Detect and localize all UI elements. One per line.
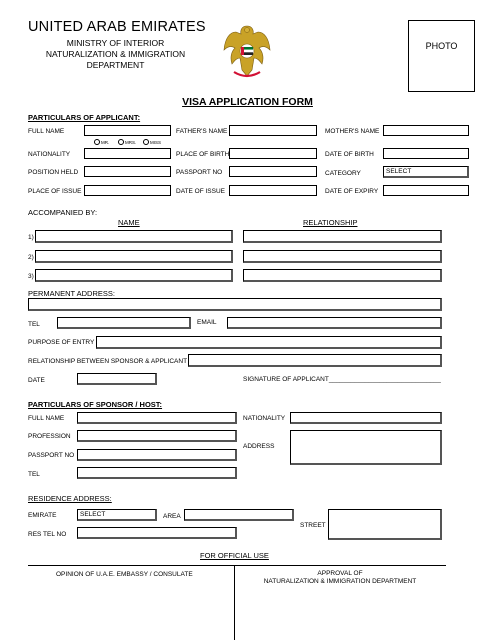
- accompanied-name-1[interactable]: [35, 230, 233, 243]
- accompanied-name-2[interactable]: [35, 250, 233, 263]
- title-option-miss: MISS: [150, 140, 162, 145]
- date-of-issue-label: DATE OF ISSUE: [176, 188, 225, 195]
- tel-label: TEL: [28, 321, 40, 328]
- title-radio-mrs[interactable]: [118, 139, 124, 145]
- title-option-mrs: MRS.: [125, 140, 137, 145]
- sponsor-address-label: ADDRESS: [243, 443, 275, 450]
- sponsor-profession-label: PROFESSION: [28, 433, 71, 440]
- nationality-input[interactable]: [84, 148, 171, 159]
- residence-address-title: RESIDENCE ADDRESS:: [28, 494, 112, 503]
- uae-emblem-icon: [222, 20, 272, 80]
- date-input[interactable]: [77, 373, 157, 385]
- sponsor-tel-input[interactable]: [77, 467, 237, 479]
- accompanied-relationship-1[interactable]: [243, 230, 442, 243]
- area-input[interactable]: [184, 509, 294, 521]
- country-title: UNITED ARAB EMIRATES: [28, 19, 206, 35]
- date-label: DATE: [28, 377, 45, 384]
- sponsor-profession-input[interactable]: [77, 430, 237, 442]
- position-held-label: POSITION HELD: [28, 169, 79, 176]
- title-radio-miss[interactable]: [143, 139, 149, 145]
- area-label: AREA: [163, 513, 181, 520]
- tel-input[interactable]: [57, 317, 191, 329]
- sponsor-passport-no-input[interactable]: [77, 449, 237, 461]
- official-use-title: FOR OFFICIAL USE: [200, 551, 269, 560]
- full-name-label: FULL NAME: [28, 128, 65, 135]
- passport-no-input[interactable]: [229, 166, 317, 177]
- fathers-name-label: FATHER'S NAME: [176, 128, 228, 135]
- department-line-1: NATURALIZATION & IMMIGRATION: [45, 49, 186, 59]
- emirate-label: EMIRATE: [28, 512, 57, 519]
- email-input[interactable]: [227, 317, 442, 329]
- place-of-birth-input[interactable]: [229, 148, 317, 159]
- date-of-issue-input[interactable]: [229, 185, 317, 196]
- place-of-issue-label: PLACE OF ISSUE: [28, 188, 82, 195]
- res-tel-no-label: RES TEL NO: [28, 531, 67, 538]
- embassy-opinion-label: OPINION OF U.A.E. EMBASSY / CONSULATE: [56, 571, 193, 578]
- title-option-mr: MR.: [101, 140, 110, 145]
- relationship-sponsor-label: RELATIONSHIP BETWEEN SPONSOR & APPLICANT: [28, 358, 188, 365]
- passport-no-label: PASSPORT NO: [176, 169, 223, 176]
- photo-box[interactable]: [408, 20, 475, 92]
- position-held-input[interactable]: [84, 166, 171, 177]
- purpose-of-entry-input[interactable]: [96, 336, 442, 349]
- full-name-input[interactable]: [84, 125, 171, 136]
- signature-line: SIGNATURE OF APPLICANT_______________________________: [243, 376, 441, 383]
- accompanied-name-header: NAME: [118, 218, 140, 227]
- sponsor-full-name-label: FULL NAME: [28, 415, 65, 422]
- sponsor-tel-label: TEL: [28, 471, 40, 478]
- emirate-select[interactable]: SELECT: [77, 509, 157, 521]
- official-divider-top: [28, 565, 446, 566]
- purpose-of-entry-label: PURPOSE OF ENTRY: [28, 339, 95, 346]
- mothers-name-label: MOTHER'S NAME: [325, 128, 380, 135]
- place-of-birth-label: PLACE OF BIRTH: [176, 151, 230, 158]
- accompanied-title: ACCOMPANIED BY:: [28, 208, 98, 217]
- accompanied-relationship-2[interactable]: [243, 250, 442, 263]
- accompanied-row-2-label: 2): [28, 254, 34, 261]
- fathers-name-input[interactable]: [229, 125, 317, 136]
- nationality-label: NATIONALITY: [28, 151, 71, 158]
- sponsor-nationality-input[interactable]: [290, 412, 442, 424]
- approval-label-line1: APPROVAL OF: [317, 570, 363, 577]
- accompanied-relationship-3[interactable]: [243, 269, 442, 282]
- applicant-section-title: PARTICULARS OF APPLICANT:: [28, 113, 141, 122]
- approval-label-line2: NATURALIZATION & IMMIGRATION DEPARTMENT: [263, 578, 417, 585]
- sponsor-section-title: PARTICULARS OF SPONSOR / HOST:: [28, 400, 163, 409]
- sponsor-address-input[interactable]: [290, 430, 442, 465]
- accompanied-name-3[interactable]: [35, 269, 233, 282]
- mothers-name-input[interactable]: [383, 125, 469, 136]
- sponsor-full-name-input[interactable]: [77, 412, 237, 424]
- email-label: EMAIL: [197, 319, 217, 326]
- date-of-expiry-label: DATE OF EXPIRY: [325, 188, 379, 195]
- res-tel-no-input[interactable]: [77, 527, 237, 539]
- ministry-line: MINISTRY OF INTERIOR: [66, 38, 165, 48]
- sponsor-passport-no-label: PASSPORT NO: [28, 452, 75, 459]
- department-line-2: DEPARTMENT: [86, 60, 145, 70]
- accompanied-row-3-label: 3): [28, 273, 34, 280]
- date-of-birth-label: DATE OF BIRTH: [325, 151, 374, 158]
- accompanied-row-1-label: 1): [28, 234, 34, 241]
- permanent-address-label: PERMANENT ADDRESS:: [28, 289, 115, 298]
- place-of-issue-input[interactable]: [84, 185, 171, 196]
- category-label: CATEGORY: [325, 170, 361, 177]
- title-radio-mr[interactable]: [94, 139, 100, 145]
- street-input[interactable]: [328, 509, 442, 540]
- accompanied-relationship-header: RELATIONSHIP: [303, 218, 358, 227]
- date-of-birth-input[interactable]: [383, 148, 469, 159]
- relationship-sponsor-input[interactable]: [188, 354, 442, 367]
- category-select[interactable]: SELECT: [383, 166, 469, 178]
- sponsor-nationality-label: NATIONALITY: [243, 415, 286, 422]
- form-title: VISA APPLICATION FORM: [182, 96, 313, 108]
- street-label: STREET: [300, 522, 326, 529]
- date-of-expiry-input[interactable]: [383, 185, 469, 196]
- photo-label: PHOTO: [425, 41, 458, 51]
- permanent-address-input[interactable]: [28, 298, 442, 311]
